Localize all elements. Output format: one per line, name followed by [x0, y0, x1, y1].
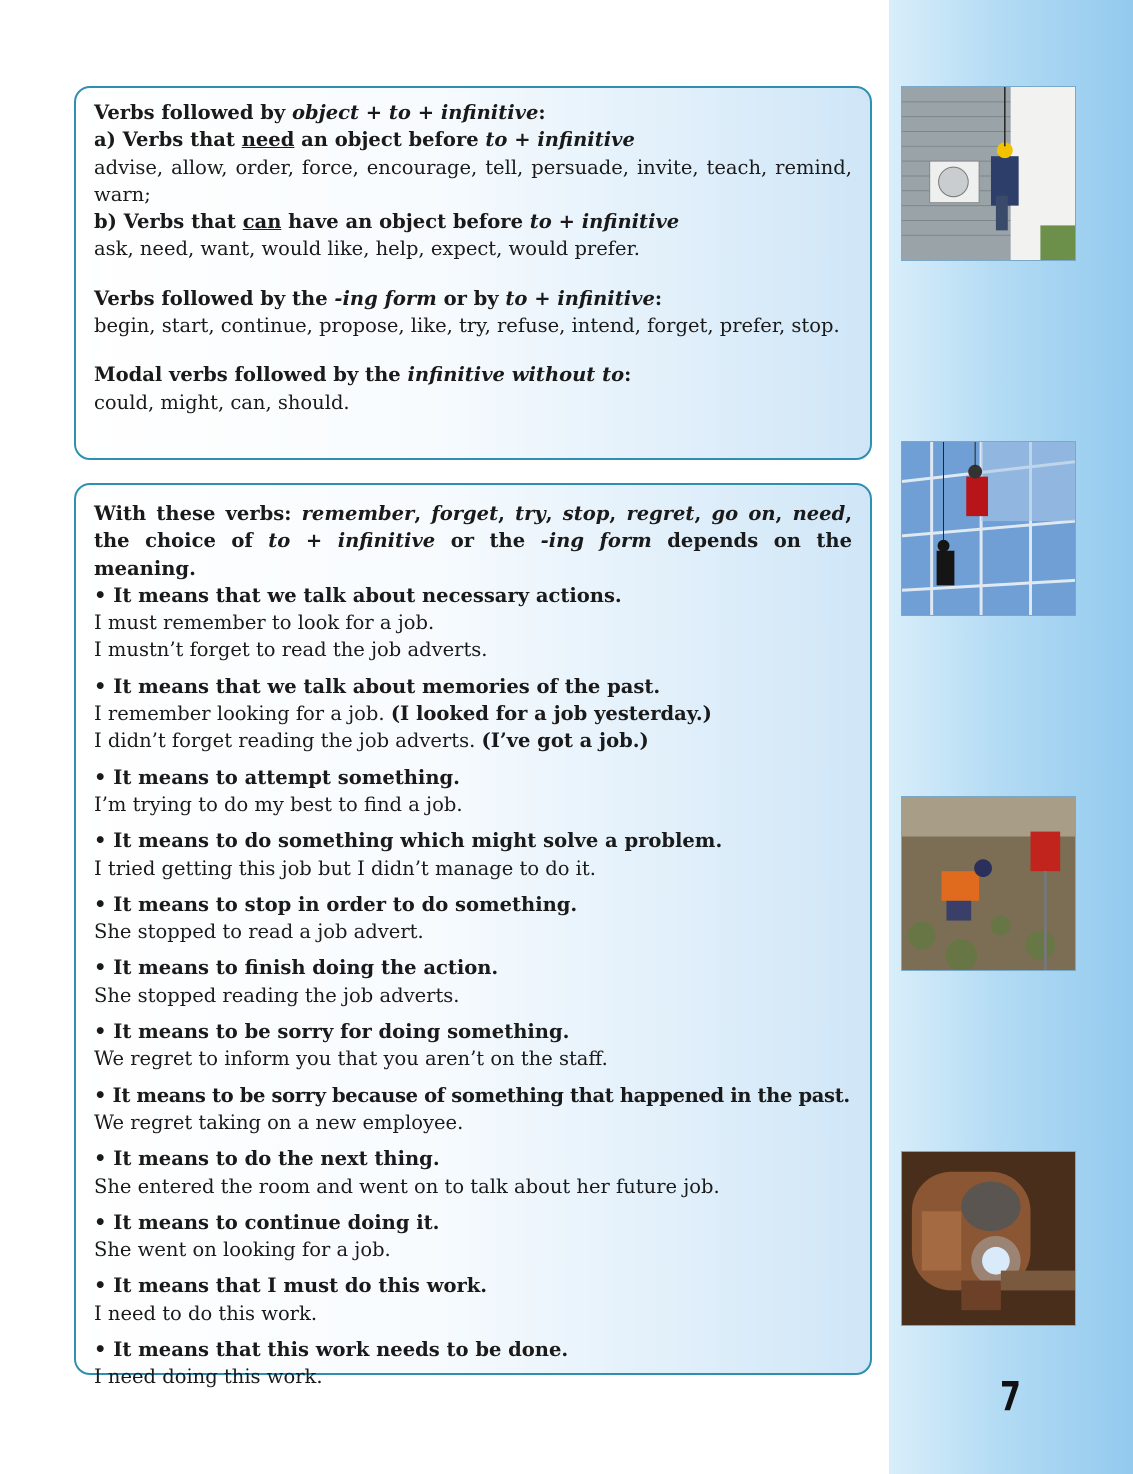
example-sentence: I remember looking for a job. (I looked for a job yesterday.) [94, 702, 712, 726]
example-sentence: She stopped to read a job advert. [94, 920, 424, 944]
verb-list-need-object: advise, allow, order, force, encourage, tell, persuade, invite, teach, remind, warn; [94, 155, 852, 206]
subheading-can-object: b) Verbs that can have an object before to + infinitive [94, 210, 680, 234]
meaning-item [94, 1145, 852, 1200]
verb-list-ing-or-infinitive: begin, start, continue, propose, like, try, refuse, intend, forget, prefer, stop. [94, 314, 840, 338]
meaning-item [94, 673, 852, 755]
meaning-item [94, 1272, 852, 1327]
meaning-item [94, 1209, 852, 1264]
meaning-item [94, 1018, 852, 1073]
example-sentence: I tried getting this job but I didn’t manage to do it. [94, 856, 596, 880]
meaning-item [94, 764, 852, 819]
example-sentence: I need doing this work. [94, 1365, 323, 1389]
meaning-item [94, 1336, 852, 1391]
section-heading-ing-or-infinitive: Verbs followed by the -ing form or by to + infinitive: [94, 286, 663, 310]
meaning-heading: • It means to be sorry for doing something. [94, 1020, 570, 1044]
example-sentence: We regret to inform you that you aren’t on the staff. [94, 1047, 608, 1071]
verb-list-modal: could, might, can, should. [94, 390, 350, 414]
grammar-box-verb-patterns [74, 86, 872, 460]
example-sentence: I didn’t forget reading the job adverts. (I’ve got a job.) [94, 729, 649, 753]
meaning-item [94, 1082, 852, 1137]
meaning-item [94, 827, 852, 882]
example-sentence: She went on looking for a job. [94, 1238, 391, 1262]
deminer-photo [901, 796, 1076, 971]
welder-photo [901, 1151, 1076, 1326]
meaning-heading: • It means to finish doing the action. [94, 956, 499, 980]
meaning-item [94, 582, 852, 664]
meaning-heading: • It means to continue doing it. [94, 1210, 440, 1234]
verb-list-can-object: ask, need, want, would like, help, expect, would prefer. [94, 237, 640, 261]
subheading-need-object: a) Verbs that need an object before to + infinitive [94, 128, 635, 152]
section-heading-modal-verbs: Modal verbs followed by the infinitive without to: [94, 363, 632, 387]
meaning-heading: • It means to stop in order to do something. [94, 892, 578, 916]
meaning-heading: • It means to attempt something. [94, 765, 460, 789]
meaning-heading: • It means to be sorry because of something that happened in the past. [94, 1083, 850, 1107]
meaning-heading: • It means to do the next thing. [94, 1147, 440, 1171]
example-sentence: She stopped reading the job adverts. [94, 983, 460, 1007]
meaning-heading: • It means that we talk about memories of the past. [94, 674, 661, 698]
example-sentence: I’m trying to do my best to find a job. [94, 792, 463, 816]
example-sentence: We regret taking on a new employee. [94, 1110, 464, 1134]
example-sentence: I need to do this work. [94, 1301, 318, 1325]
section-heading-object-to-infinitive: Verbs followed by object + to + infinitive: [94, 101, 546, 124]
page-number: 7 [1000, 1374, 1021, 1420]
meaning-item [94, 891, 852, 946]
meaning-heading: • It means that we talk about necessary actions. [94, 583, 622, 607]
grammar-box-meaning-change [74, 483, 872, 1389]
meaning-heading: • It means to do something which might solve a problem. [94, 829, 723, 853]
window-cleaners-photo [901, 441, 1076, 616]
air-conditioner-installer-photo [901, 86, 1076, 261]
meaning-item [94, 954, 852, 1009]
meaning-heading: • It means that this work needs to be done. [94, 1338, 569, 1362]
example-sentence: She entered the room and went on to talk about her future job. [94, 1174, 720, 1198]
intro-paragraph: With these verbs: remember, forget, try, stop, regret, go on, need, the choice of to + infinitive or the -ing form depends on the meaning. [94, 502, 853, 580]
meaning-heading: • It means that I must do this work. [94, 1274, 488, 1298]
example-sentence: I mustn’t forget to read the job adverts. [94, 638, 488, 662]
example-sentence: I must remember to look for a job. [94, 611, 435, 635]
